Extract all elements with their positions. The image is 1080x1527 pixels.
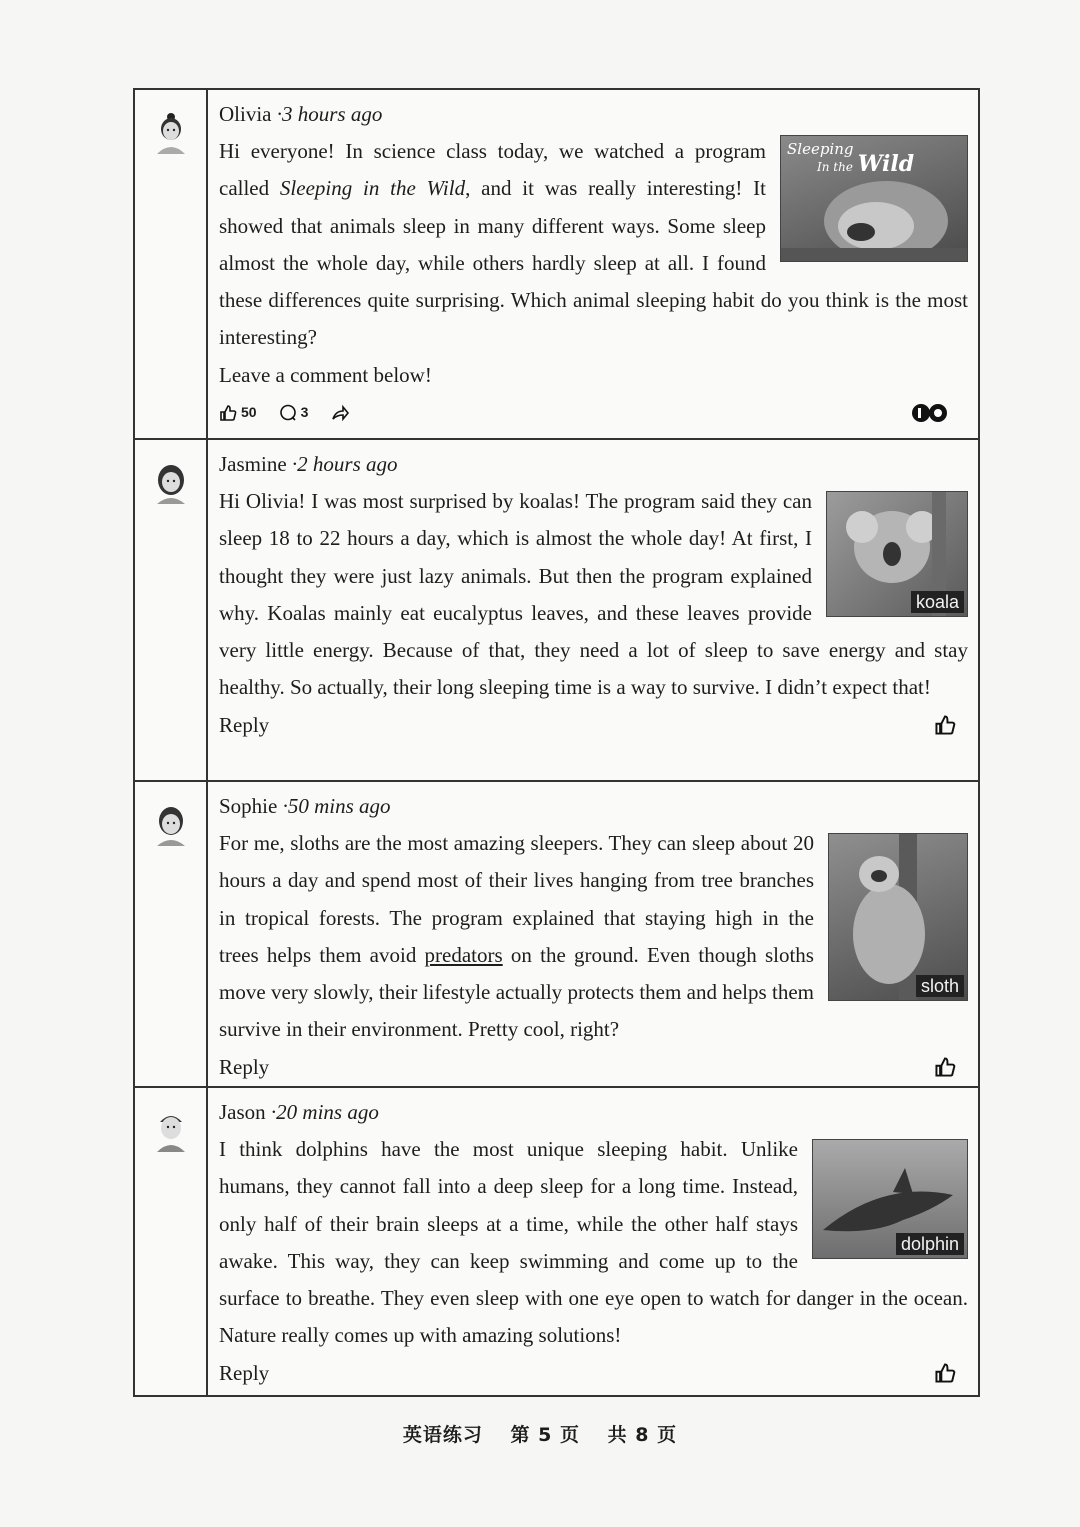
poster-title: Sleeping In the Wild <box>787 140 915 177</box>
dolphin-image <box>812 1139 968 1259</box>
thumbs-up-icon[interactable] <box>934 714 956 736</box>
thumbs-up-icon <box>219 404 237 422</box>
post-olivia <box>135 90 978 440</box>
post-paragraph: I think dolphins have the most unique sleeping habit. Unlike humans, they cannot fall into a deep sleep for a long time. Instead, only half of their brain sleeps at a time, while the other half stays awake. This way, they can keep swimming and come up to the surface to breathe. They even sleep with one eye open to watch for danger in the ocean. Nature really comes up with amazing solutions! <box>219 1137 968 1348</box>
post-actions <box>219 394 968 431</box>
comment-button[interactable] <box>279 394 309 431</box>
post-jasmine <box>135 440 978 782</box>
comment-bubble-icon <box>279 404 297 422</box>
avatar-cell <box>135 782 208 1086</box>
post-content <box>208 90 978 438</box>
author-name: Sophie <box>219 794 278 818</box>
comment-table <box>133 88 980 1397</box>
sloth-image <box>828 833 968 1001</box>
avatar-cell <box>135 90 208 438</box>
author-name: Jasmine <box>219 452 287 476</box>
post-paragraph: For me, sloths are the most amazing sleepers. They can sleep about 20 hours a day and spend most of their lives hanging from tree branches in tropical forests. The program explained that staying high in the trees helps them avoid predators on the ground. Even though sloths move very slowly, their lifestyle actually protects them and helps them survive in their environment. Pretty cool, right? <box>219 831 814 1042</box>
image-label: koala <box>911 591 964 613</box>
image-label: dolphin <box>896 1233 964 1255</box>
reply-bar <box>219 1049 968 1086</box>
post-time: ·50 mins ago <box>282 794 391 818</box>
post-content <box>208 782 978 1086</box>
post-time: ·3 hours ago <box>276 102 383 126</box>
footer-total-pages: 共 8 页 <box>607 1424 678 1446</box>
author-name: Olivia <box>219 102 272 126</box>
girl-avatar-icon <box>154 460 188 504</box>
post-time: ·2 hours ago <box>291 452 398 476</box>
post-header <box>219 96 968 133</box>
platform-logo-icon <box>910 402 950 424</box>
avatar-cell <box>135 440 208 780</box>
post-content <box>208 1088 978 1395</box>
image-label: sloth <box>916 975 964 997</box>
like-button[interactable] <box>219 394 257 431</box>
comment-count: 3 <box>300 403 309 420</box>
post-content <box>208 440 978 780</box>
post-header <box>219 1094 968 1131</box>
thumbs-up-icon[interactable] <box>934 1056 956 1078</box>
koala-image <box>826 491 968 617</box>
post-paragraph: Hi Olivia! I was most surprised by koalas! The program said they can sleep 18 to 22 hours a day, which is almost the whole day! At first, I thought they were just lazy animals. But then the program explained why. Koalas mainly eat eucalyptus leaves, and these leaves provide very little energy. Because of that, they need a lot of sleep to save energy and stay healthy. So actually, their long sleeping time is a way to survive. I didn’t expect that! <box>219 489 968 700</box>
post-time: ·20 mins ago <box>270 1100 379 1124</box>
post-paragraph: Leave a comment below! <box>219 362 432 387</box>
like-count: 50 <box>241 403 257 420</box>
post-header <box>219 788 968 825</box>
underlined-word: predators <box>424 942 503 967</box>
girl-avatar-icon <box>154 110 188 154</box>
share-arrow-icon <box>330 404 350 422</box>
footer-page-number: 第 5 页 <box>510 1424 580 1446</box>
program-poster-image <box>780 135 968 262</box>
post-sophie <box>135 782 978 1088</box>
page-footer <box>0 1420 1080 1447</box>
boy-avatar-icon <box>154 1108 188 1152</box>
girl-avatar-icon <box>154 802 188 846</box>
share-button[interactable] <box>330 404 350 422</box>
footer-subject: 英语练习 <box>402 1424 483 1446</box>
post-paragraph: Hi everyone! In science class today, we watched a program called Sleeping in the Wild, and it was really interesting! It showed that animals sleep in many different ways. Some sleep almost the whole day, while others hardly sleep at all. I found these differences quite surprising. Which animal sleeping habit do you think is the most interesting? <box>219 139 968 350</box>
reply-button[interactable]: Reply <box>219 1360 270 1385</box>
reply-button[interactable]: Reply <box>219 1054 270 1079</box>
author-name: Jason <box>219 1100 266 1124</box>
post-jason <box>135 1088 978 1395</box>
reply-bar <box>219 1355 968 1392</box>
reply-button[interactable]: Reply <box>219 712 270 737</box>
thumbs-up-icon[interactable] <box>934 1362 956 1384</box>
reply-bar <box>219 707 968 744</box>
post-header <box>219 446 968 483</box>
avatar-cell <box>135 1088 208 1395</box>
